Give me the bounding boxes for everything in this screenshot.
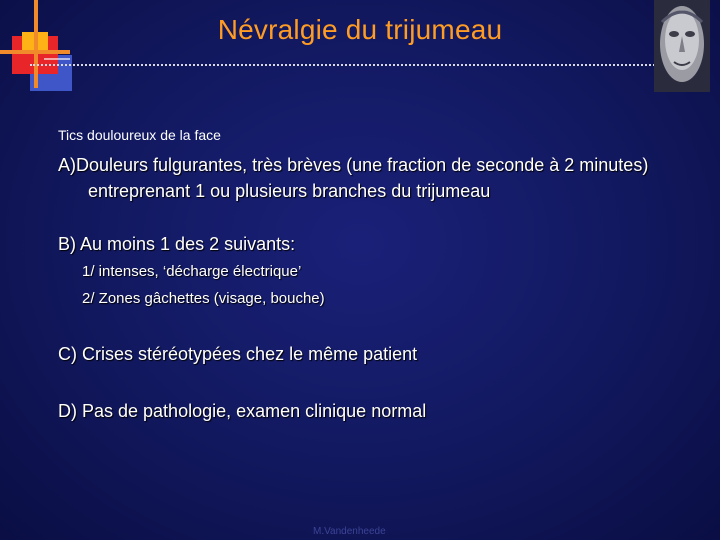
corner-logo-icon — [0, 0, 90, 100]
point-b: B) Au moins 1 des 2 suivants: — [58, 234, 296, 254]
point-c: C) Crises stéréotypées chez le même patient — [58, 344, 418, 364]
footer-author: M.Vandenheede — [313, 526, 386, 537]
point-d: D) Pas de pathologie, examen clinique normal — [58, 401, 427, 421]
point-a: A)Douleurs fulgurantes, très brèves (une fraction de seconde à 2 minutes) entreprenant 1 ou plusieurs branches du trijumeau — [58, 155, 649, 201]
point-b-item-2: 2/ Zones gâchettes (visage, bouche) — [82, 290, 325, 307]
subtitle: Tics douloureux de la face — [58, 127, 221, 143]
portrait-image — [654, 0, 710, 92]
slide-title: Névralgie du trijumeau — [217, 14, 503, 45]
title-divider — [30, 64, 662, 66]
point-b-item-1: 1/ intenses, ‘décharge électrique’ — [82, 263, 302, 280]
